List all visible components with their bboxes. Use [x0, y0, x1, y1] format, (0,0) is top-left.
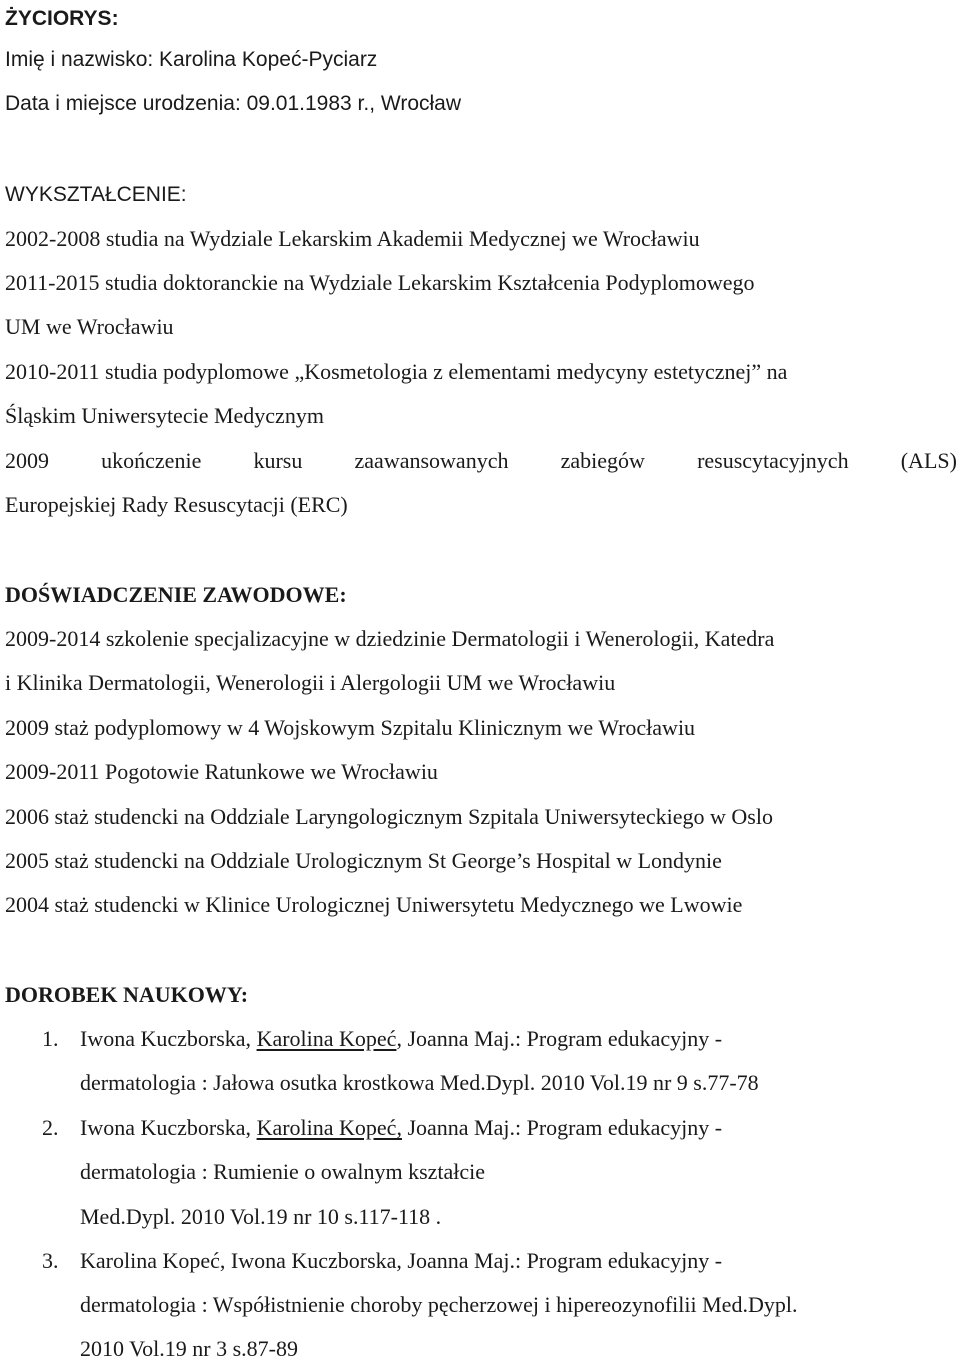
word: zaawansowanych	[354, 448, 509, 473]
publication-3-line-1: Karolina Kopeć, Iwona Kuczborska, Joanna Maj.: Program edukacyjny -	[80, 1248, 723, 1273]
authors-after: , Joanna Maj.: Program edukacyjny -	[396, 1026, 723, 1051]
authors-before: Iwona Kuczborska,	[80, 1026, 257, 1051]
author-underlined: Karolina Kopeć,	[256, 1115, 402, 1140]
word: zabiegów	[560, 448, 645, 473]
publication-2-line-3: Med.Dypl. 2010 Vol.19 nr 10 s.117-118 .	[80, 1204, 442, 1229]
experience-line-4: 2006 staż studencki na Oddziale Laryngologicznym Szpitala Uniwersyteckiego w Oslo	[5, 804, 773, 829]
experience-line-6: 2004 staż studencki w Klinice Urologicznej Uniwersytetu Medycznego we Lwowie	[5, 892, 743, 917]
education-line-3a: 2010-2011 studia podyplomowe „Kosmetologia z elementami medycyny estetycznej” na	[5, 359, 788, 384]
cv-heading: ŻYCIORYS:	[5, 7, 119, 30]
experience-line-2: 2009 staż podyplomowy w 4 Wojskowym Szpitalu Klinicznym we Wrocławiu	[5, 715, 696, 740]
education-line-4b: Europejskiej Rady Resuscytacji (ERC)	[5, 492, 348, 517]
publication-number: 2.	[42, 1115, 59, 1140]
publication-2-line-2: dermatologia : Rumienie o owalnym kształcie	[80, 1159, 486, 1184]
education-line-4a	[5, 446, 957, 476]
education-line-3b: Śląskim Uniwersytecie Medycznym	[5, 403, 324, 428]
author-underlined: Karolina Kopeć	[256, 1026, 397, 1051]
word: (ALS)	[900, 448, 957, 473]
birth-line: Data i miejsce urodzenia: 09.01.1983 r., Wrocław	[5, 92, 462, 115]
experience-heading: DOŚWIADCZENIE ZAWODOWE:	[5, 582, 347, 607]
publication-number: 1.	[42, 1026, 59, 1051]
education-heading: WYKSZTAŁCENIE:	[5, 183, 187, 206]
publication-3-line-3: 2010 Vol.19 nr 3 s.87-89	[80, 1336, 298, 1361]
publication-3-line-2: dermatologia : Współistnienie choroby pęcherzowej i hipereozynofilii Med.Dypl.	[80, 1292, 798, 1317]
word: resuscytacyjnych	[697, 448, 849, 473]
authors-after: Joanna Maj.: Program edukacyjny -	[401, 1115, 723, 1140]
word: 2009	[5, 448, 49, 473]
name-line: Imię i nazwisko: Karolina Kopeć-Pyciarz	[5, 48, 378, 71]
experience-line-5: 2005 staż studencki na Oddziale Urologicznym St George’s Hospital w Londynie	[5, 848, 722, 873]
publication-1-line-1	[80, 1024, 722, 1054]
publications-heading: DOROBEK NAUKOWY:	[5, 982, 249, 1007]
publication-number: 3.	[42, 1248, 59, 1273]
authors-before: Iwona Kuczborska,	[80, 1115, 257, 1140]
education-line-2b: UM we Wrocławiu	[5, 314, 174, 339]
education-line-1: 2002-2008 studia na Wydziale Lekarskim Akademii Medycznej we Wrocławiu	[5, 226, 700, 251]
education-line-2a: 2011-2015 studia doktoranckie na Wydziale Lekarskim Kształcenia Podyplomowego	[5, 270, 755, 295]
publication-1-line-2: dermatologia : Jałowa osutka krostkowa Med.Dypl. 2010 Vol.19 nr 9 s.77-78	[80, 1070, 759, 1095]
word: kursu	[253, 448, 303, 473]
word: ukończenie	[101, 448, 202, 473]
experience-line-1b: i Klinika Dermatologii, Wenerologii i Alergologii UM we Wrocławiu	[5, 670, 616, 695]
experience-line-3: 2009-2011 Pogotowie Ratunkowe we Wrocławiu	[5, 759, 438, 784]
publication-2-line-1	[80, 1113, 722, 1143]
experience-line-1a: 2009-2014 szkolenie specjalizacyjne w dziedzinie Dermatologii i Wenerologii, Katedra	[5, 626, 775, 651]
